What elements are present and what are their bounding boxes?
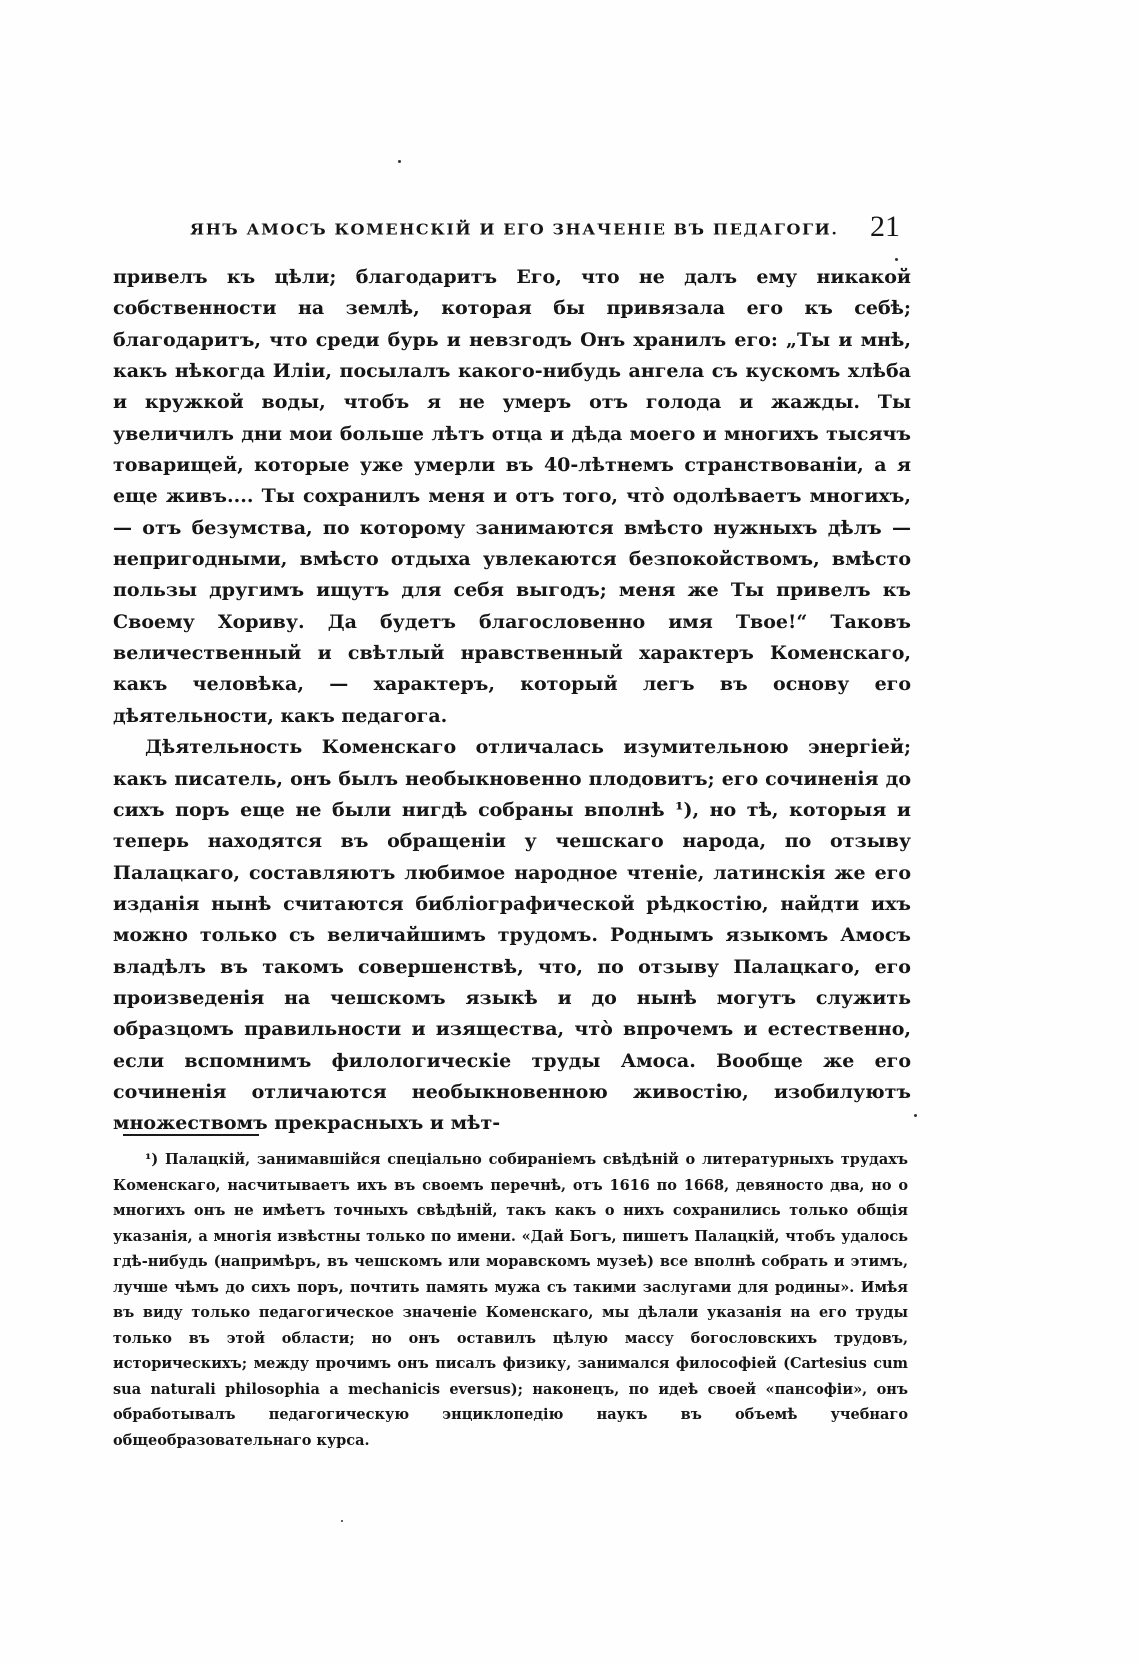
footnote-separator	[123, 1134, 259, 1136]
running-header	[190, 210, 910, 246]
print-speck	[341, 1520, 343, 1522]
footnote: ¹) Палацкій, занимавшійся спеціально собираніемъ свѣдѣній о литературныхъ трудахъ Коменскаго, насчитываетъ ихъ въ своемъ перечнѣ, отъ 1616 по 1668, девяносто два, но о многихъ онъ не имѣетъ точныхъ свѣдѣній, такъ какъ о нихъ сохранились только общія указанія, а многія извѣстны только по имени. «Дай Богъ, пишетъ Палацкій, чтобъ удалось гдѣ-нибудь (напримѣръ, въ чешскомъ или моравскомъ музеѣ) все вполнѣ собрать и этимъ, лучше чѣмъ до сихъ поръ, почтить память мужа съ такими заслугами для родины». Имѣя въ виду только педагогическое значеніе Коменскаго, мы дѣлали указанія на его труды только въ этой области; но онъ оставилъ цѣлую массу богословскихъ трудовъ, историческихъ; между прочимъ онъ писалъ физику, занимался философіей (Cartesius cum sua naturali philosophia a mechanicis eversus); наконецъ, по идеѣ своей «пансофіи», онъ обработывалъ педагогическую энциклопедію наукъ въ объемѣ учебнаго общеобразовательнаго курса.	[113, 1151, 908, 1449]
paragraph: Дѣятельность Коменскаго отличалась изумительною энергіей; какъ писатель, онъ былъ необыкновенно плодовитъ; его сочиненія до сихъ поръ еще не были нигдѣ собраны вполнѣ ¹), но тѣ, которыя и теперь находятся въ обращеніи у чешскаго народа, по отзыву Палацкаго, составляютъ любимое народное чтеніе, латинскія же его изданія нынѣ считаются библіографической рѣдкостію, найдти ихъ можно только съ величайшимъ трудомъ. Роднымъ языкомъ Амосъ владѣлъ въ такомъ совершенствѣ, что, по отзыву Палацкаго, его произведенія на чешскомъ языкѣ и до нынѣ могутъ служить образцомъ правильности и изящества, чтò впрочемъ и естественно, если вспомнимъ филологическіе труды Амоса. Вообще же его сочиненія отличаются необыкновенною живостію, изобилуютъ множествомъ прекрасныхъ и мѣт-	[113, 736, 911, 1135]
print-speck	[895, 258, 898, 261]
main-text	[113, 262, 911, 1140]
page-number: 21	[870, 210, 900, 243]
print-speck	[914, 1114, 917, 1117]
print-speck	[398, 160, 401, 163]
paragraph: привелъ къ цѣли; благодаритъ Его, что не далъ ему никакой собственности на землѣ, которая бы привязала его къ себѣ; благодаритъ, что среди бурь и невзгодъ Онъ хранилъ его: „Ты и мнѣ, какъ нѣкогда Иліи, посылалъ какого-нибудь ангела съ кускомъ хлѣба и кружкой воды, чтобъ я не умеръ отъ голода и жажды. Ты увеличилъ дни мои больше лѣтъ отца и дѣда моего и многихъ тысячъ товарищей, которые уже умерли въ 40-лѣтнемъ странствованіи, а я еще живъ.... Ты сохранилъ меня и отъ того, чтò одолѣваетъ многихъ, — отъ безумства, по которому занимаются вмѣсто нужныхъ дѣлъ — непригодными, вмѣсто отдыха увлекаются безпокойствомъ, вмѣсто пользы другимъ ищутъ для себя выгодъ; меня же Ты привелъ къ Своему Хориву. Да будетъ благословенно имя Твое!“ Таковъ величественный и свѣтлый нравственный характеръ Коменскаго, какъ человѣка, — характеръ, который легъ въ основу его дѣятельности, какъ педагога.	[113, 266, 911, 727]
running-title: ЯНЪ АМОСЪ КОМЕНСКІЙ И ЕГО ЗНАЧЕНІЕ ВЪ ПЕДАГОГИ.	[190, 220, 839, 239]
